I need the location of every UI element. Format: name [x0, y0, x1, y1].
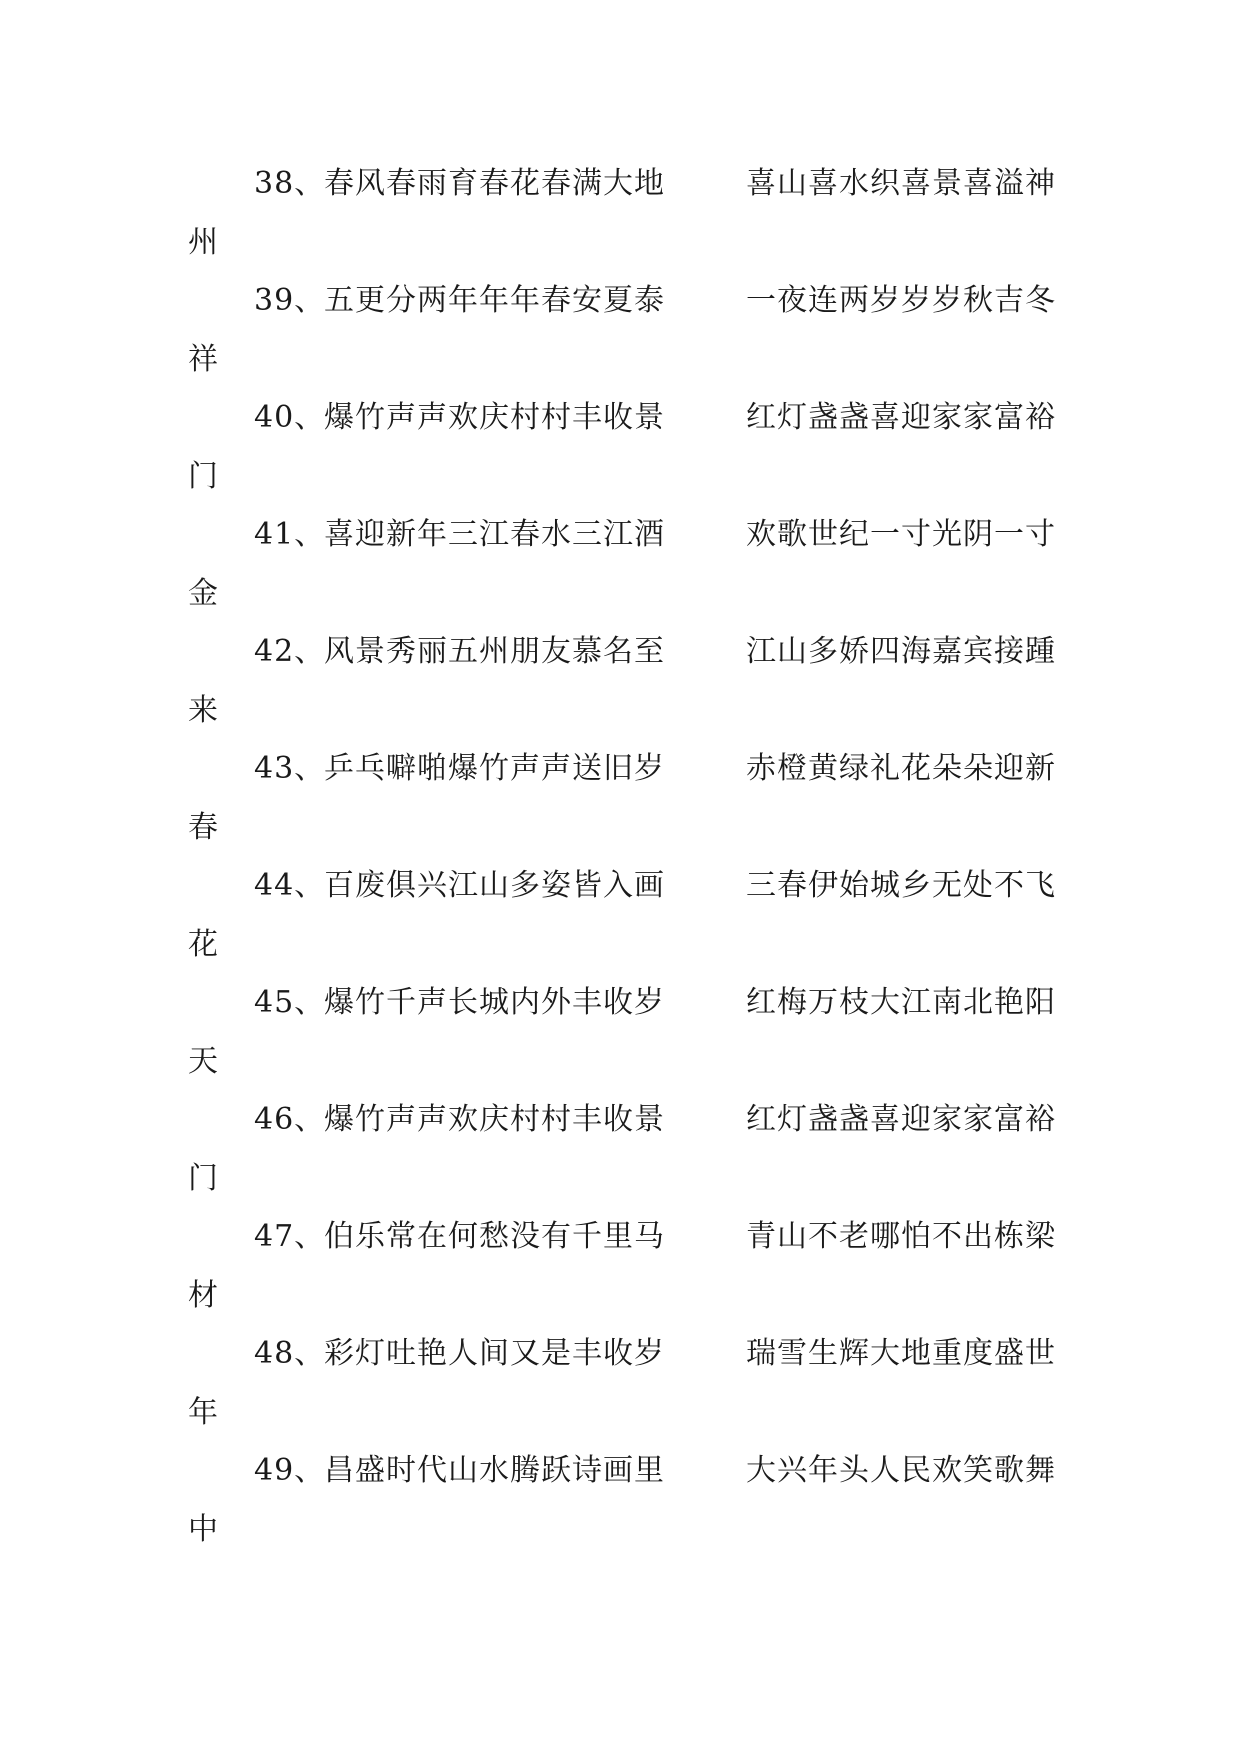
couplet-item: [188, 1442, 1056, 1559]
wrapped-character: 花: [188, 927, 218, 962]
couplet-item: [188, 1091, 1056, 1208]
upper-line: 爆竹声声欢庆村村丰收景: [324, 1102, 665, 1137]
lower-line: 赤橙黄绿礼花朵朵迎新: [746, 751, 1056, 786]
couplet-line: [188, 1325, 1056, 1383]
couplet-line: [188, 155, 1056, 213]
lower-line: 红梅万枝大江南北艳阳: [746, 985, 1056, 1020]
couplet-item: [188, 623, 1056, 740]
upper-line: 春风春雨育春花春满大地: [324, 166, 665, 201]
lower-line: 红灯盏盏喜迎家家富裕: [746, 1102, 1056, 1137]
wrapped-character: 祥: [188, 342, 218, 377]
couplet-item: [188, 272, 1056, 389]
lower-line: 江山多娇四海嘉宾接踵: [746, 634, 1056, 669]
upper-line: 彩灯吐艳人间又是丰收岁: [324, 1336, 665, 1371]
couplet-number: 45、: [254, 985, 326, 1020]
couplet-item: [188, 974, 1056, 1091]
couplet-number: 43、: [254, 751, 326, 786]
couplet-line: [188, 623, 1056, 681]
couplet-item: [188, 155, 1056, 272]
couplet-number: 39、: [254, 283, 326, 318]
upper-line: 伯乐常在何愁没有千里马: [324, 1219, 665, 1254]
wrapped-character: 年: [188, 1395, 218, 1430]
lower-line: 三春伊始城乡无处不飞: [746, 868, 1056, 903]
couplet-line: [188, 1442, 1056, 1500]
couplet-number: 44、: [254, 868, 326, 903]
couplet-item: [188, 506, 1056, 623]
couplet-number: 47、: [254, 1219, 326, 1254]
couplet-number: 40、: [254, 400, 326, 435]
couplet-item: [188, 740, 1056, 857]
wrapped-character: 门: [188, 1161, 218, 1196]
wrapped-character: 天: [188, 1044, 218, 1079]
couplet-line: [188, 1208, 1056, 1266]
couplet-item: [188, 857, 1056, 974]
upper-line: 乒乓噼啪爆竹声声送旧岁: [324, 751, 665, 786]
lower-line: 红灯盏盏喜迎家家富裕: [746, 400, 1056, 435]
couplet-line: [188, 506, 1056, 564]
wrapped-character: 来: [188, 693, 218, 728]
wrapped-character: 金: [188, 576, 218, 611]
couplet-line: [188, 1091, 1056, 1149]
upper-line: 百废俱兴江山多姿皆入画: [324, 868, 665, 903]
couplet-item: [188, 1325, 1056, 1442]
wrapped-character: 中: [188, 1512, 218, 1547]
couplet-item: [188, 389, 1056, 506]
lower-line: 瑞雪生辉大地重度盛世: [746, 1336, 1056, 1371]
wrapped-character: 春: [188, 810, 218, 845]
couplet-number: 42、: [254, 634, 326, 669]
upper-line: 五更分两年年年春安夏泰: [324, 283, 665, 318]
couplet-number: 46、: [254, 1102, 326, 1137]
couplet-item: [188, 1208, 1056, 1325]
wrapped-character: 材: [188, 1278, 218, 1313]
couplet-number: 41、: [254, 517, 326, 552]
couplet-line: [188, 974, 1056, 1032]
wrapped-character: 州: [188, 225, 218, 260]
couplet-number: 48、: [254, 1336, 326, 1371]
upper-line: 爆竹千声长城内外丰收岁: [324, 985, 665, 1020]
couplet-number: 49、: [254, 1453, 326, 1488]
couplet-line: [188, 272, 1056, 330]
lower-line: 青山不老哪怕不出栋梁: [746, 1219, 1056, 1254]
lower-line: 欢歌世纪一寸光阴一寸: [746, 517, 1056, 552]
lower-line: 大兴年头人民欢笑歌舞: [746, 1453, 1056, 1488]
wrapped-character: 门: [188, 459, 218, 494]
couplet-line: [188, 740, 1056, 798]
couplet-list: [188, 155, 1056, 1559]
upper-line: 昌盛时代山水腾跃诗画里: [324, 1453, 665, 1488]
upper-line: 爆竹声声欢庆村村丰收景: [324, 400, 665, 435]
upper-line: 风景秀丽五州朋友慕名至: [324, 634, 665, 669]
couplet-number: 38、: [254, 166, 326, 201]
lower-line: 一夜连两岁岁岁秋吉冬: [746, 283, 1056, 318]
upper-line: 喜迎新年三江春水三江酒: [324, 517, 665, 552]
couplet-line: [188, 389, 1056, 447]
lower-line: 喜山喜水织喜景喜溢神: [746, 166, 1056, 201]
couplet-line: [188, 857, 1056, 915]
